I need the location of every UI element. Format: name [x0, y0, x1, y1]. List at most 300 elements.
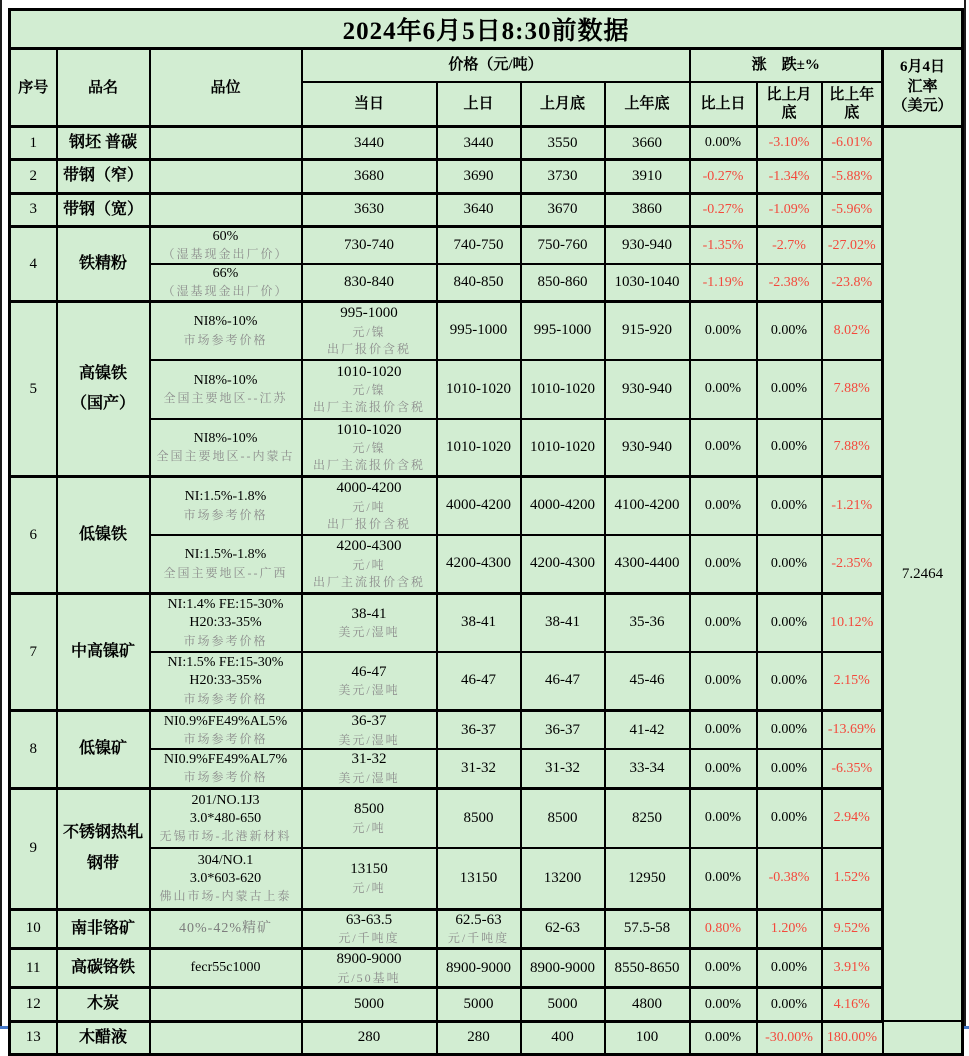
- price-prevday-cell: 36-37: [437, 711, 521, 750]
- grade-line: 304/NO.1: [197, 852, 254, 868]
- price-yearend-cell: 4300-4400: [605, 535, 690, 594]
- chg-vs-prevday-cell: -0.27%: [690, 193, 757, 226]
- chg-vs-yearend-cell: -27.02%: [822, 227, 883, 264]
- price-monthend-cell: 1010-1020: [521, 360, 605, 419]
- grade-cell: [150, 360, 302, 419]
- chg-vs-monthend-cell: 0.00%: [757, 594, 822, 652]
- price-value: 4000-4200: [336, 480, 402, 497]
- grade-note: 市场参考价格: [183, 507, 268, 522]
- grade-note: 佛山市场-内蒙古上泰: [159, 889, 292, 904]
- price-prevday-cell: 8900-9000: [437, 949, 521, 988]
- unit-note: 出厂报价含税: [326, 516, 411, 531]
- chg-vs-yearend-cell: 1.52%: [822, 848, 883, 909]
- product-name: 中高镍矿: [70, 642, 135, 660]
- row-6-sub-2: [10, 535, 963, 594]
- product-name: （国产）: [70, 395, 135, 413]
- row-9-sub-2: [10, 848, 963, 909]
- grade-note: （湿基现金出厂价）: [162, 284, 289, 299]
- header-row-1: [10, 49, 963, 82]
- price-monthend-cell: 4000-4200: [521, 477, 605, 535]
- grade-note: 市场参考价格: [183, 731, 268, 746]
- chg-vs-prevday-cell: 0.00%: [690, 749, 757, 788]
- price-today-cell: [302, 652, 437, 711]
- row-9-sub-1: [10, 788, 963, 848]
- price-value: 31-32: [351, 751, 387, 768]
- price-value: 38-41: [351, 605, 387, 622]
- unit-note: 元/千吨度: [338, 931, 400, 946]
- product-name-cell: [57, 949, 150, 988]
- fx-header-line: 6月4日: [900, 59, 946, 76]
- price-monthend-cell: 8500: [521, 788, 605, 848]
- price-prevday-cell: 46-47: [437, 652, 521, 711]
- chg-vs-yearend-cell: 10.12%: [822, 594, 883, 652]
- product-name: 带钢（宽）: [62, 200, 143, 218]
- row-5-sub-3: [10, 419, 963, 477]
- serial-cell: 8: [10, 711, 57, 789]
- grade-cell: [150, 949, 302, 988]
- price-prevday-cell: 1010-1020: [437, 419, 521, 477]
- serial-cell: 12: [10, 988, 57, 1021]
- serial-cell: 6: [10, 477, 57, 594]
- price-monthend-cell: 3550: [521, 127, 605, 160]
- price-monthend-cell: 46-47: [521, 652, 605, 711]
- row-7-sub-2: [10, 652, 963, 711]
- chg-vs-yearend-cell: -6.01%: [822, 127, 883, 160]
- price-yearend-cell: 57.5-58: [605, 909, 690, 948]
- chg-vs-monthend-cell: 0.00%: [757, 302, 822, 360]
- grade-line: NI:1.5%-1.8%: [184, 489, 267, 505]
- product-name: 钢带: [86, 854, 119, 872]
- chg-vs-prevday-cell: 0.00%: [690, 711, 757, 750]
- serial-cell: 2: [10, 160, 57, 193]
- price-monthend-cell: 1010-1020: [521, 419, 605, 477]
- unit-note: 出厂报价含税: [326, 341, 411, 356]
- price-monthend-cell: 400: [521, 1021, 605, 1054]
- col-header-prevday: 上日: [437, 82, 521, 127]
- grade-cell: [150, 652, 302, 711]
- price-prevday-cell: 1010-1020: [437, 360, 521, 419]
- chg-vs-yearend-cell: 7.88%: [822, 419, 883, 477]
- grade-cell: [150, 160, 302, 193]
- row-4-sub-1: [10, 227, 963, 264]
- product-name-cell: [57, 988, 150, 1021]
- grade-cell: [150, 127, 302, 160]
- chg-vs-monthend-cell: 0.00%: [757, 535, 822, 594]
- serial-cell: 5: [10, 302, 57, 477]
- chg-vs-yearend-cell: -5.96%: [822, 193, 883, 226]
- row-2: [10, 160, 963, 193]
- grade-cell: [150, 477, 302, 535]
- product-name-cell: [57, 160, 150, 193]
- row-7-sub-1: [10, 594, 963, 652]
- chg-vs-yearend-cell: 2.15%: [822, 652, 883, 711]
- price-value: 4200-4300: [336, 538, 402, 555]
- title-row: [10, 10, 963, 49]
- grade-cell: [150, 1021, 302, 1054]
- row-3: [10, 193, 963, 226]
- grade-line: 3.0*603-620: [189, 871, 262, 887]
- serial-cell: 9: [10, 788, 57, 909]
- price-yearend-cell: 915-920: [605, 302, 690, 360]
- price-today-cell: [302, 949, 437, 988]
- product-name: 高镍铁: [78, 364, 127, 382]
- col-header-vs-prevday: 比上日: [690, 82, 757, 127]
- price-table: [8, 8, 964, 1056]
- product-name: 低镍铁: [78, 525, 127, 543]
- price-value: 63-63.5: [345, 911, 393, 928]
- chg-vs-prevday-cell: 0.00%: [690, 477, 757, 535]
- unit-note: 元/吨: [352, 880, 386, 895]
- price-prevday-cell: 13150: [437, 848, 521, 909]
- price-value: 8500: [354, 801, 384, 818]
- grade-cell: [150, 909, 302, 948]
- price-today-cell: 830-840: [302, 264, 437, 301]
- price-yearend-cell: 8550-8650: [605, 949, 690, 988]
- price-prevday-cell: 3440: [437, 127, 521, 160]
- grade-cell: [150, 193, 302, 226]
- chg-vs-monthend-cell: 0.00%: [757, 988, 822, 1021]
- grade-cell: [150, 264, 302, 301]
- chg-vs-monthend-cell: -30.00%: [757, 1021, 822, 1054]
- chg-vs-prevday-cell: 0.00%: [690, 652, 757, 711]
- product-name: 不锈钢热轧: [62, 824, 143, 842]
- grade-note: 市场参考价格: [183, 691, 268, 706]
- unit-note: 元/吨: [352, 499, 386, 514]
- col-header-vs-yearend: 比上年底: [822, 82, 883, 127]
- grade-note: 市场参考价格: [183, 633, 268, 648]
- grade-line: fecr55c1000: [190, 960, 261, 976]
- page-title: 2024年6月5日8:30前数据: [10, 10, 963, 49]
- col-header-fx: [883, 49, 963, 127]
- fx-rate-cell: 7.2464: [883, 127, 963, 1022]
- chg-vs-yearend-cell: 9.52%: [822, 909, 883, 948]
- chg-vs-yearend-cell: 4.16%: [822, 988, 883, 1021]
- price-monthend-cell: 3670: [521, 193, 605, 226]
- serial-cell: 10: [10, 909, 57, 948]
- unit-note: 出厂主流报价含税: [312, 574, 425, 589]
- price-prevday-cell: 8500: [437, 788, 521, 848]
- grade-cell: [150, 988, 302, 1021]
- price-monthend-cell: 13200: [521, 848, 605, 909]
- price-yearend-cell: 45-46: [605, 652, 690, 711]
- row-6-sub-1: [10, 477, 963, 535]
- grade-cell: [150, 227, 302, 264]
- price-prevday-cell: 4200-4300: [437, 535, 521, 594]
- row-5-sub-2: [10, 360, 963, 419]
- unit-note: 元/镍: [352, 324, 386, 339]
- grade-cell: [150, 594, 302, 652]
- grade-cell: [150, 848, 302, 909]
- product-name: 钢坯 普碳: [68, 134, 137, 151]
- price-yearend-cell: 41-42: [605, 711, 690, 750]
- product-name-cell: [57, 594, 150, 711]
- chg-vs-prevday-cell: 0.00%: [690, 848, 757, 909]
- grade-cell: [150, 419, 302, 477]
- chg-vs-monthend-cell: 0.00%: [757, 949, 822, 988]
- chg-vs-prevday-cell: 0.00%: [690, 535, 757, 594]
- chg-vs-yearend-cell: -2.35%: [822, 535, 883, 594]
- price-today-cell: [302, 909, 437, 948]
- fx-header-line: 汇率: [907, 78, 938, 95]
- price-yearend-cell: 4800: [605, 988, 690, 1021]
- grade-line: NI8%-10%: [193, 430, 258, 446]
- row-5-sub-1: [10, 302, 963, 360]
- grade-note: 全国主要地区--内蒙古: [156, 449, 295, 464]
- price-today-cell: [302, 360, 437, 419]
- chg-vs-yearend-cell: 7.88%: [822, 360, 883, 419]
- row-10: [10, 909, 963, 948]
- row-13: [10, 1021, 963, 1054]
- chg-vs-prevday-cell: 0.00%: [690, 360, 757, 419]
- grade-line: NI8%-10%: [193, 314, 258, 330]
- grade-line: NI0.9%FE49%AL5%: [163, 713, 288, 729]
- price-monthend-cell: 31-32: [521, 749, 605, 788]
- product-name-cell: [57, 227, 150, 302]
- price-yearend-cell: 100: [605, 1021, 690, 1054]
- price-monthend-cell: 850-860: [521, 264, 605, 301]
- grade-note: 市场参考价格: [183, 770, 268, 785]
- grade-cell: [150, 711, 302, 750]
- price-today-cell: 280: [302, 1021, 437, 1054]
- serial-cell: 13: [10, 1021, 57, 1054]
- grade-line: 201/NO.1J3: [191, 792, 260, 808]
- serial-cell: 4: [10, 227, 57, 302]
- chg-vs-monthend-cell: -0.38%: [757, 848, 822, 909]
- chg-vs-yearend-cell: -23.8%: [822, 264, 883, 301]
- chg-vs-monthend-cell: -2.7%: [757, 227, 822, 264]
- row-1: [10, 127, 963, 160]
- product-name: 木醋液: [78, 1028, 127, 1046]
- col-header-grade: 品位: [150, 49, 302, 127]
- serial-cell: 7: [10, 594, 57, 711]
- chg-vs-prevday-cell: 0.00%: [690, 419, 757, 477]
- grade-note: 全国主要地区--江苏: [163, 390, 288, 405]
- product-name-cell: [57, 1021, 150, 1054]
- price-today-cell: 5000: [302, 988, 437, 1021]
- chg-vs-monthend-cell: 0.00%: [757, 360, 822, 419]
- price-yearend-cell: 12950: [605, 848, 690, 909]
- row-11: [10, 949, 963, 988]
- row-8-sub-1: [10, 711, 963, 750]
- product-name-cell: [57, 477, 150, 594]
- grade-line: NI:1.5% FE:15-30%: [167, 655, 284, 671]
- price-prevday-cell: 840-850: [437, 264, 521, 301]
- product-name: 高碳铬铁: [70, 958, 135, 976]
- product-name: 南非铬矿: [70, 919, 135, 937]
- chg-vs-monthend-cell: -1.34%: [757, 160, 822, 193]
- chg-vs-monthend-cell: 0.00%: [757, 477, 822, 535]
- product-name-cell: [57, 711, 150, 789]
- serial-cell: 11: [10, 949, 57, 988]
- price-value: 13150: [350, 861, 388, 878]
- grade-note: 市场参考价格: [183, 332, 268, 347]
- price-prevday-cell: 740-750: [437, 227, 521, 264]
- grade-line: NI0.9%FE49%AL7%: [163, 752, 288, 768]
- grade-line: 3.0*480-650: [189, 811, 262, 827]
- product-name: 木炭: [86, 995, 119, 1013]
- col-header-monthend: 上月底: [521, 82, 605, 127]
- price-monthend-cell: 750-760: [521, 227, 605, 264]
- price-prevday-cell: 3690: [437, 160, 521, 193]
- chg-vs-yearend-cell: 3.91%: [822, 949, 883, 988]
- chg-vs-prevday-cell: 0.00%: [690, 1021, 757, 1054]
- price-value: 8900-9000: [336, 951, 402, 968]
- price-value: 46-47: [351, 663, 387, 680]
- price-value: 36-37: [351, 713, 387, 730]
- grade-cell: [150, 302, 302, 360]
- grade-cell: [150, 535, 302, 594]
- price-yearend-cell: 33-34: [605, 749, 690, 788]
- price-prevday-cell: 280: [437, 1021, 521, 1054]
- chg-vs-yearend-cell: 180.00%: [822, 1021, 883, 1054]
- price-monthend-cell: 62-63: [521, 909, 605, 948]
- grade-note: 全国主要地区--广西: [163, 565, 288, 580]
- grade-line: H20:33-35%: [189, 615, 262, 631]
- serial-cell: 3: [10, 193, 57, 226]
- price-value: 62.5-63: [455, 911, 502, 928]
- unit-note: 美元/湿吨: [338, 770, 400, 785]
- price-yearend-cell: 3660: [605, 127, 690, 160]
- col-header-vs-monthend: 比上月底: [757, 82, 822, 127]
- window-right-edge: [964, 0, 966, 1026]
- price-monthend-cell: 36-37: [521, 711, 605, 750]
- price-monthend-cell: 3730: [521, 160, 605, 193]
- grade-line: 60%: [212, 229, 239, 245]
- price-yearend-cell: 1030-1040: [605, 264, 690, 301]
- row-8-sub-2: [10, 749, 963, 788]
- chg-vs-prevday-cell: 0.00%: [690, 788, 757, 848]
- price-today-cell: [302, 749, 437, 788]
- price-prevday-cell: 3640: [437, 193, 521, 226]
- product-name-cell: [57, 127, 150, 160]
- price-today-cell: 730-740: [302, 227, 437, 264]
- price-prevday-cell: 31-32: [437, 749, 521, 788]
- chg-vs-monthend-cell: 0.00%: [757, 711, 822, 750]
- chg-vs-yearend-cell: -13.69%: [822, 711, 883, 750]
- price-today-cell: [302, 788, 437, 848]
- unit-note: 出厂主流报价含税: [312, 399, 425, 414]
- grade-line: 66%: [212, 266, 239, 282]
- price-value: 1010-1020: [336, 363, 402, 380]
- col-header-price-group: 价格（元/吨）: [302, 49, 690, 82]
- price-today-cell: [302, 711, 437, 750]
- product-name: 低镍矿: [78, 740, 127, 758]
- chg-vs-monthend-cell: 0.00%: [757, 749, 822, 788]
- unit-note: 元/50基吨: [337, 970, 401, 985]
- chg-vs-yearend-cell: 2.94%: [822, 788, 883, 848]
- unit-note: 元/镍: [352, 383, 386, 398]
- chg-vs-prevday-cell: 0.00%: [690, 988, 757, 1021]
- chg-vs-monthend-cell: 0.00%: [757, 788, 822, 848]
- price-monthend-cell: 4200-4300: [521, 535, 605, 594]
- price-prevday-cell: 995-1000: [437, 302, 521, 360]
- price-yearend-cell: 3860: [605, 193, 690, 226]
- grade-note: （湿基现金出厂价）: [162, 247, 289, 262]
- price-value: 995-1000: [340, 305, 398, 322]
- chg-vs-monthend-cell: -3.10%: [757, 127, 822, 160]
- unit-note: 出厂主流报价含税: [312, 458, 425, 473]
- chg-vs-yearend-cell: 8.02%: [822, 302, 883, 360]
- price-today-cell: 3630: [302, 193, 437, 226]
- price-today-cell: [302, 594, 437, 652]
- chg-vs-prevday-cell: 0.00%: [690, 302, 757, 360]
- chg-vs-monthend-cell: 0.00%: [757, 419, 822, 477]
- grade-cell: [150, 788, 302, 848]
- grade-line: NI8%-10%: [193, 372, 258, 388]
- unit-note: 元/吨: [352, 820, 386, 835]
- col-header-change-group: 涨 跌±%: [690, 49, 883, 82]
- price-yearend-cell: 930-940: [605, 227, 690, 264]
- price-monthend-cell: 995-1000: [521, 302, 605, 360]
- chg-vs-yearend-cell: -6.35%: [822, 749, 883, 788]
- price-prevday-cell: 4000-4200: [437, 477, 521, 535]
- price-monthend-cell: 38-41: [521, 594, 605, 652]
- product-name: 带钢（窄）: [62, 167, 143, 185]
- price-today-cell: [302, 848, 437, 909]
- chg-vs-monthend-cell: -1.09%: [757, 193, 822, 226]
- unit-note: 元/千吨度: [447, 931, 510, 946]
- grade-line: 40%-42%精矿: [179, 920, 272, 936]
- chg-vs-monthend-cell: 0.00%: [757, 652, 822, 711]
- serial-cell: 1: [10, 127, 57, 160]
- grade-note: 无锡市场-北港新材料: [159, 829, 292, 844]
- product-name-cell: [57, 788, 150, 909]
- grade-cell: [150, 749, 302, 788]
- unit-note: 美元/湿吨: [338, 625, 400, 640]
- price-today-cell: 3440: [302, 127, 437, 160]
- price-prevday-cell: 5000: [437, 988, 521, 1021]
- grade-line: H20:33-35%: [189, 673, 262, 689]
- fx-header-line: （美元）: [892, 98, 953, 115]
- product-name-cell: [57, 193, 150, 226]
- price-prevday-cell: [437, 909, 521, 948]
- chg-vs-prevday-cell: -0.27%: [690, 160, 757, 193]
- price-yearend-cell: 35-36: [605, 594, 690, 652]
- price-yearend-cell: 930-940: [605, 360, 690, 419]
- unit-note: 美元/湿吨: [338, 732, 400, 747]
- price-monthend-cell: 8900-9000: [521, 949, 605, 988]
- price-value: 1010-1020: [336, 421, 402, 438]
- unit-note: 元/吨: [352, 557, 386, 572]
- price-today-cell: [302, 477, 437, 535]
- grade-line: NI:1.5%-1.8%: [184, 547, 267, 563]
- price-yearend-cell: 8250: [605, 788, 690, 848]
- product-name-cell: [57, 302, 150, 477]
- chg-vs-prevday-cell: 0.80%: [690, 909, 757, 948]
- price-today-cell: [302, 302, 437, 360]
- price-today-cell: 3680: [302, 160, 437, 193]
- unit-note: 元/镍: [352, 441, 386, 456]
- price-yearend-cell: 4100-4200: [605, 477, 690, 535]
- col-header-today: 当日: [302, 82, 437, 127]
- chg-vs-yearend-cell: -5.88%: [822, 160, 883, 193]
- row-4-sub-2: [10, 264, 963, 301]
- row-12: [10, 988, 963, 1021]
- price-yearend-cell: 3910: [605, 160, 690, 193]
- col-header-name: 品名: [57, 49, 150, 127]
- product-name-cell: [57, 909, 150, 948]
- price-monthend-cell: 5000: [521, 988, 605, 1021]
- unit-note: 美元/湿吨: [338, 683, 400, 698]
- window-left-edge: [0, 0, 2, 1026]
- chg-vs-prevday-cell: -1.35%: [690, 227, 757, 264]
- price-prevday-cell: 38-41: [437, 594, 521, 652]
- chg-vs-prevday-cell: 0.00%: [690, 127, 757, 160]
- chg-vs-yearend-cell: -1.21%: [822, 477, 883, 535]
- chg-vs-prevday-cell: -1.19%: [690, 264, 757, 301]
- product-name: 铁精粉: [78, 254, 127, 272]
- grade-line: NI:1.4% FE:15-30%: [167, 597, 284, 613]
